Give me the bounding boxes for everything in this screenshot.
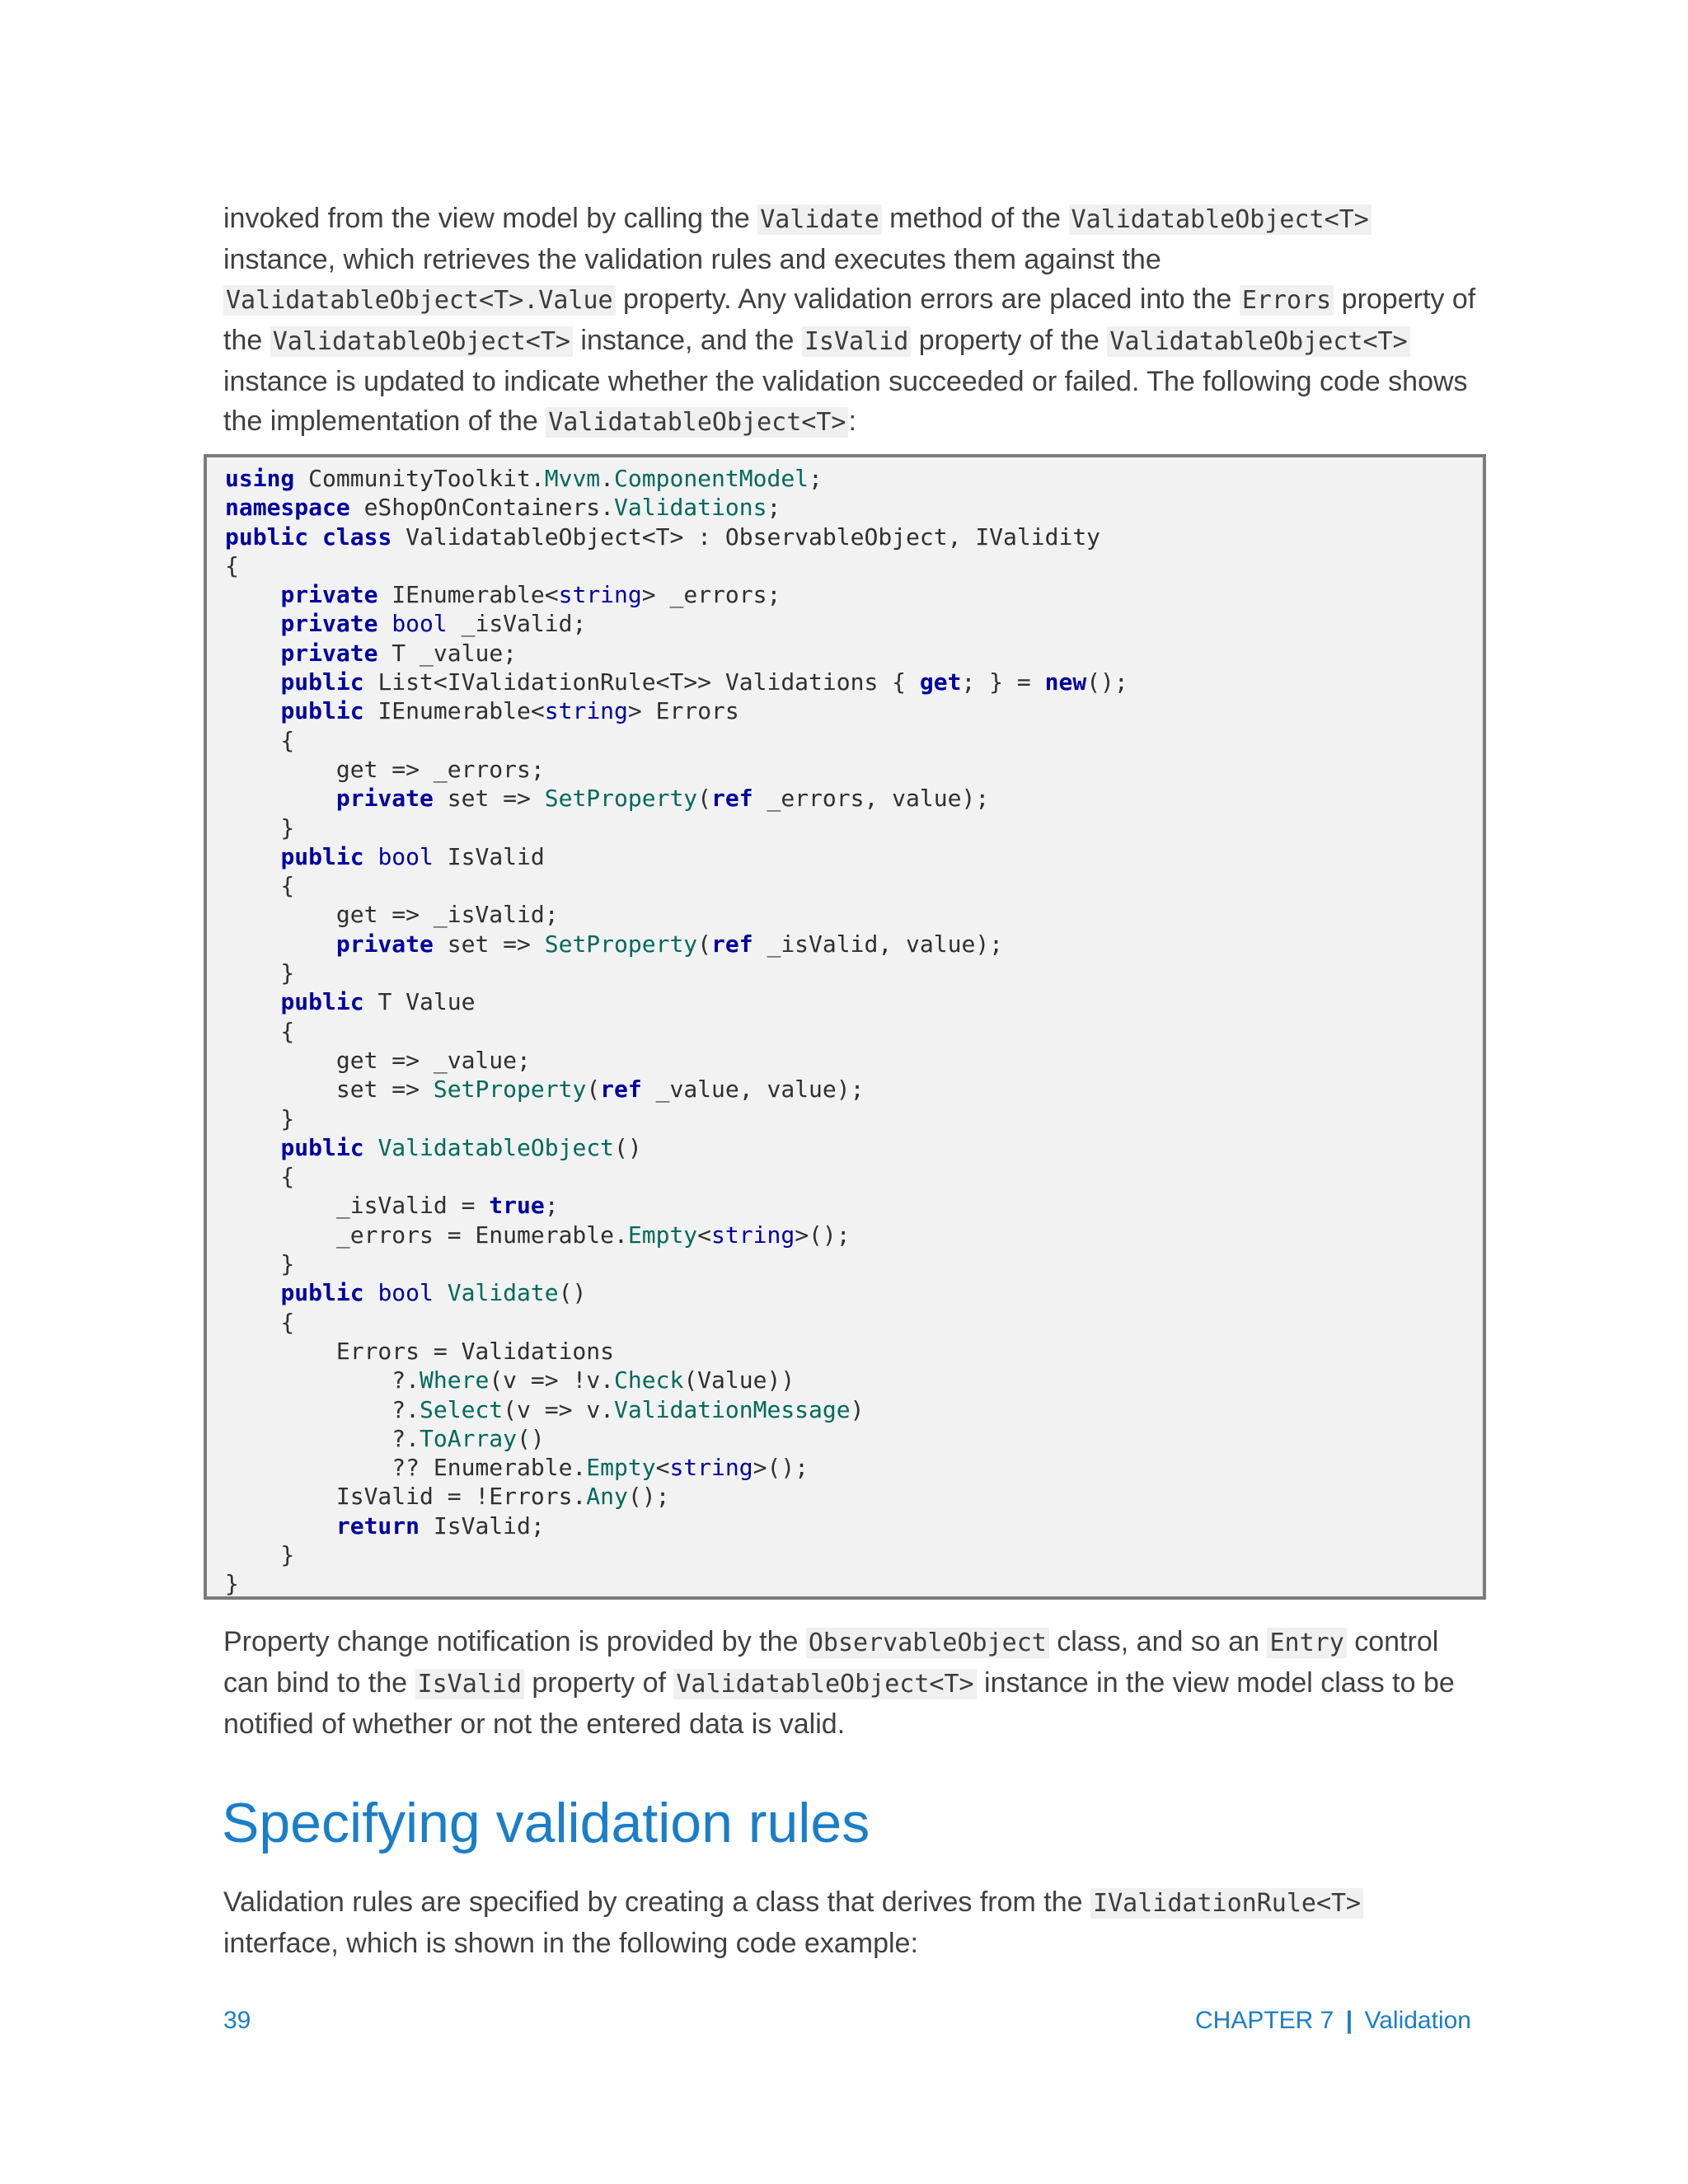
code-line <box>225 580 1483 609</box>
code-token: return <box>335 1511 420 1540</box>
code-token: IsValid; <box>420 1511 545 1540</box>
code-line <box>225 1278 1483 1307</box>
code-line <box>225 1482 1483 1511</box>
code-line <box>225 1308 1483 1337</box>
inline-code: Errors <box>1240 285 1334 316</box>
code-token: { <box>225 1163 295 1191</box>
inline-code: Validate <box>757 204 882 235</box>
code-line <box>225 1162 1483 1191</box>
code-token: (); <box>1086 668 1128 696</box>
code-token: { <box>225 1308 295 1336</box>
text-run: instance, which retrieves the validation rules and executes them against the <box>223 244 1161 275</box>
code-line <box>225 1133 1483 1162</box>
code-token: IEnumerable< <box>377 581 559 609</box>
code-token: bool <box>392 610 448 638</box>
code-token <box>225 581 280 608</box>
code-token: ; <box>809 465 823 492</box>
code-token: ?. <box>225 1395 420 1423</box>
code-token: T _value; <box>377 639 518 667</box>
code-line <box>225 1249 1483 1278</box>
intro-paragraph <box>223 199 1484 443</box>
code-token: Validate <box>447 1279 559 1307</box>
code-token: (Value)) <box>683 1366 795 1394</box>
footer-separator: | <box>1345 2007 1353 2034</box>
code-token: ?. <box>225 1366 420 1394</box>
code-token: _errors, value); <box>753 785 990 813</box>
inline-code: ValidatableObject<T>.Value <box>223 285 616 316</box>
code-token: SetProperty <box>433 1076 587 1104</box>
code-token: eShopOnContainers. <box>349 494 615 522</box>
text-run: : <box>848 405 856 437</box>
code-token: () <box>558 1279 587 1307</box>
code-token: (v => v. <box>503 1395 615 1423</box>
code-token <box>364 843 378 870</box>
code-token: private <box>280 610 378 638</box>
text-run: invoked from the view model by calling the <box>223 203 758 234</box>
code-token: Mvvm <box>544 465 601 492</box>
text-run: instance, and the <box>572 325 802 356</box>
code-line <box>225 1540 1483 1569</box>
code-token: IsValid = !Errors. <box>225 1483 587 1511</box>
code-token: IEnumerable< <box>363 697 545 725</box>
code-token: string <box>669 1454 753 1482</box>
code-token: T Value <box>363 988 476 1016</box>
inline-code: ValidatableObject<T> <box>270 326 573 357</box>
code-block <box>204 454 1486 1600</box>
code-token: bool <box>377 842 434 870</box>
code-token <box>225 668 280 696</box>
chapter-label: CHAPTER 7 <box>1194 2007 1334 2034</box>
code-token: ?. <box>225 1424 420 1452</box>
page-number: 39 <box>223 2007 251 2034</box>
code-line <box>225 900 1483 929</box>
code-token: ; <box>544 1192 559 1220</box>
text-run: instance is updated to indicate whether the validation succeeded or failed. The following code shows the implementation of the <box>223 366 1468 437</box>
code-token: ValidationMessage <box>614 1395 851 1423</box>
code-token: Where <box>420 1366 490 1394</box>
code-token: class <box>322 523 392 551</box>
code-line <box>225 1569 1483 1598</box>
code-token: set => <box>433 785 545 813</box>
code-token: >(); <box>753 1454 809 1482</box>
code-token <box>364 1134 378 1161</box>
inline-code: ValidatableObject<T> <box>1107 326 1409 357</box>
code-token: SetProperty <box>544 930 698 958</box>
text-run: property of <box>523 1667 674 1699</box>
code-token: ToArray <box>420 1424 518 1452</box>
code-token: ValidatableObject<T> : ObservableObject, IValidity <box>392 523 1101 551</box>
code-token: (v => !v. <box>489 1366 615 1394</box>
rules-intro-paragraph <box>223 1882 1484 1963</box>
chapter-footer <box>1195 2004 1471 2037</box>
section-heading: Specifying validation rules <box>222 1792 870 1854</box>
code-token: List<IValidationRule<T>> Validations { <box>363 668 920 696</box>
code-token <box>225 1134 280 1161</box>
code-line <box>225 1366 1483 1394</box>
inline-code: Entry <box>1267 1628 1346 1658</box>
code-token: < <box>655 1454 670 1482</box>
code-line <box>225 1337 1483 1366</box>
code-line <box>225 958 1483 987</box>
code-token: Empty <box>627 1221 698 1249</box>
code-token <box>225 640 280 667</box>
inline-code: ValidatableObject<T> <box>1069 204 1372 235</box>
code-token: ; } = <box>961 668 1045 696</box>
code-listing <box>207 457 1483 1599</box>
code-line <box>225 1191 1483 1220</box>
code-token: ref <box>711 785 753 813</box>
code-token: ; <box>767 494 781 522</box>
code-token: set => <box>433 930 545 958</box>
code-line <box>225 987 1483 1016</box>
code-token: string <box>711 1221 795 1249</box>
code-line <box>225 1221 1483 1249</box>
code-token: Select <box>420 1395 504 1423</box>
code-token: string <box>558 581 642 609</box>
code-token: Check <box>614 1366 684 1394</box>
code-token <box>225 930 336 958</box>
code-token: . <box>600 465 615 492</box>
code-token: get => _isValid; <box>225 901 559 929</box>
code-token: set => <box>225 1076 434 1104</box>
code-token <box>225 988 280 1015</box>
code-token <box>225 697 280 724</box>
code-line <box>225 639 1483 668</box>
code-line <box>225 784 1483 813</box>
code-token <box>308 523 322 551</box>
inline-code: ValidatableObject<T> <box>546 407 848 438</box>
code-token: > Errors <box>627 697 739 725</box>
code-token: get => _value; <box>225 1046 531 1074</box>
code-token <box>377 610 392 637</box>
text-run: method of the <box>881 203 1069 234</box>
code-token: public <box>280 1279 364 1307</box>
code-token: > _errors; <box>641 581 781 609</box>
text-run: property of the <box>911 325 1108 356</box>
code-token: } <box>225 959 295 987</box>
code-token: CommunityToolkit. <box>294 465 545 492</box>
text-run: class, and so an <box>1048 1626 1268 1657</box>
code-token: Errors = Validations <box>225 1337 615 1365</box>
code-token: private <box>280 639 378 667</box>
inline-code: ValidatableObject<T> <box>673 1669 976 1699</box>
code-token: get <box>919 668 962 696</box>
code-token: public <box>280 1133 364 1161</box>
code-line <box>225 464 1483 493</box>
code-line <box>225 755 1483 784</box>
code-token: } <box>225 1104 295 1132</box>
code-line <box>225 696 1483 725</box>
code-token: private <box>335 785 434 813</box>
code-token <box>225 1279 280 1306</box>
text-run: control can bind to the <box>223 1626 1439 1699</box>
code-line <box>225 1075 1483 1104</box>
after-code-paragraph <box>223 1622 1484 1744</box>
code-token: SetProperty <box>544 785 698 813</box>
code-token: new <box>1044 668 1087 696</box>
code-line <box>225 668 1483 696</box>
code-token: get => _errors; <box>225 755 545 783</box>
code-token <box>434 1279 448 1306</box>
code-line <box>225 1395 1483 1424</box>
code-token: ref <box>711 930 753 958</box>
code-token: ?? Enumerable. <box>225 1454 587 1482</box>
code-line <box>225 609 1483 638</box>
code-token: IsValid <box>433 842 545 870</box>
text-run: Validation rules are specified by creating a class that derives from the <box>223 1886 1091 1918</box>
code-line <box>225 1104 1483 1133</box>
code-token: ( <box>697 785 712 813</box>
code-token: _isValid = <box>225 1192 490 1220</box>
code-line <box>225 1511 1483 1540</box>
code-token <box>364 1279 378 1306</box>
code-token: ) <box>850 1395 865 1423</box>
code-token: public <box>280 842 364 870</box>
text-run: Property change notification is provided by the <box>223 1626 806 1657</box>
text-run: interface, which is shown in the following code example: <box>223 1928 918 1959</box>
code-token: public <box>225 523 309 551</box>
inline-code: IValidationRule<T> <box>1090 1888 1363 1919</box>
code-token: public <box>280 697 364 725</box>
code-token: ( <box>586 1076 601 1104</box>
code-token: () <box>614 1133 642 1161</box>
code-line <box>225 551 1483 580</box>
code-token: ( <box>697 930 712 958</box>
code-line <box>225 1424 1483 1453</box>
code-token: } <box>225 1250 295 1278</box>
code-token: } <box>225 1570 239 1598</box>
code-token: } <box>225 813 295 841</box>
inline-code: ObservableObject <box>806 1628 1049 1658</box>
code-token: _isValid; <box>447 610 587 638</box>
code-token: Validations <box>614 494 767 522</box>
code-token: } <box>225 1540 295 1568</box>
code-token: true <box>489 1192 545 1220</box>
code-token: (); <box>627 1483 670 1511</box>
code-line <box>225 871 1483 900</box>
code-token: bool <box>377 1279 434 1307</box>
code-line <box>225 493 1483 522</box>
code-token: namespace <box>225 494 350 522</box>
code-token: private <box>335 930 434 958</box>
text-run: property of the <box>223 284 1476 356</box>
code-token: Any <box>586 1483 628 1511</box>
code-token: private <box>280 581 378 609</box>
chapter-title: Validation <box>1364 2007 1471 2034</box>
code-line <box>225 523 1483 551</box>
text-run: property. Any validation errors are placed into the <box>615 284 1240 315</box>
inline-code: IsValid <box>802 326 911 357</box>
code-token <box>225 843 280 870</box>
code-token: { <box>225 726 295 754</box>
code-token: public <box>280 988 364 1016</box>
code-line <box>225 930 1483 958</box>
code-line <box>225 726 1483 755</box>
code-token <box>225 1512 336 1540</box>
code-token: Empty <box>586 1454 656 1482</box>
code-token: { <box>225 1017 295 1045</box>
code-token: ValidatableObject <box>377 1133 615 1161</box>
code-token: { <box>225 872 295 900</box>
code-token: () <box>517 1424 545 1452</box>
code-token: _isValid, value); <box>753 930 1004 958</box>
code-line <box>225 842 1483 871</box>
code-token: using <box>225 465 295 492</box>
code-line <box>225 1453 1483 1482</box>
code-token: public <box>280 668 364 696</box>
inline-code: IsValid <box>415 1669 524 1699</box>
code-token: >(); <box>795 1221 851 1249</box>
code-token: < <box>697 1221 712 1249</box>
code-token: _value, value); <box>641 1076 865 1104</box>
code-token: { <box>225 551 239 579</box>
code-line <box>225 1017 1483 1046</box>
code-line <box>225 1046 1483 1075</box>
code-token <box>225 610 280 637</box>
code-token: _errors = Enumerable. <box>225 1221 628 1249</box>
code-line <box>225 813 1483 842</box>
code-token: string <box>544 697 628 725</box>
code-token <box>225 785 336 812</box>
code-token: ref <box>600 1076 642 1104</box>
text-run: instance in the view model class to be notified of whether or not the entered data is valid. <box>223 1667 1455 1740</box>
code-token: ComponentModel <box>614 465 809 492</box>
